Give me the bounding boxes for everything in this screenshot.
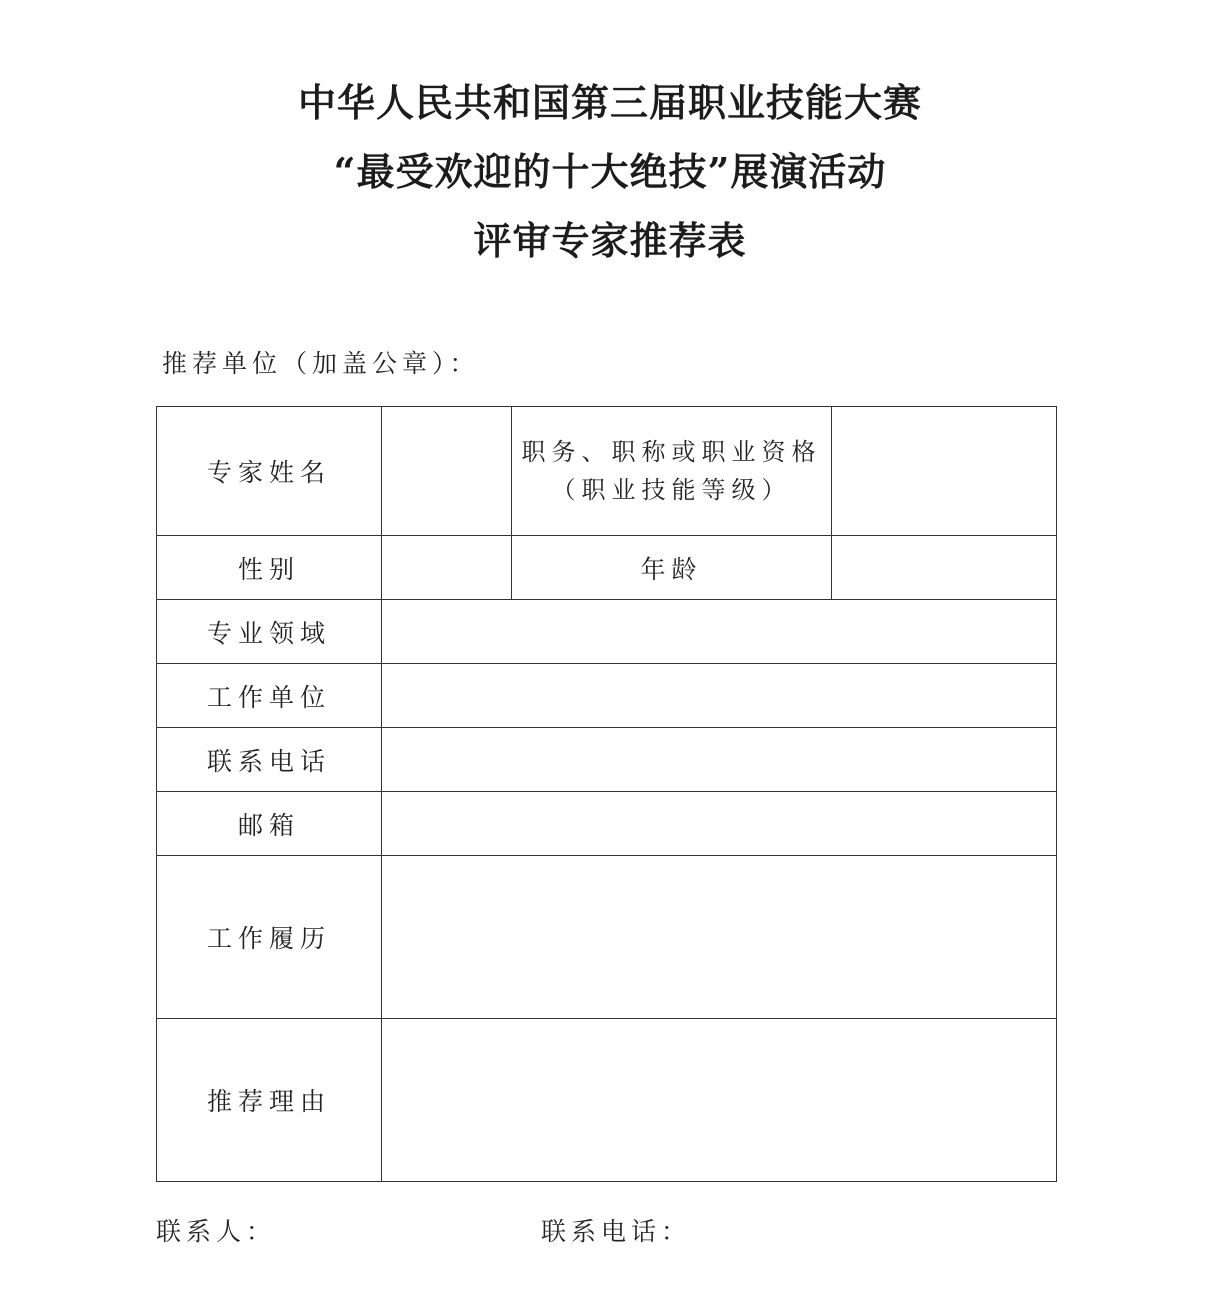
work-unit-input[interactable] bbox=[382, 664, 1057, 728]
contact-phone-label: 联系电话： bbox=[541, 1217, 692, 1246]
recommendation-reason-label: 推荐理由 bbox=[157, 1019, 382, 1182]
work-history-label: 工作履历 bbox=[157, 856, 382, 1019]
table-row bbox=[157, 536, 1057, 600]
recommendation-reason-input[interactable] bbox=[382, 1019, 1057, 1182]
work-history-input[interactable] bbox=[382, 856, 1057, 1019]
form-title-line-2: “最受欢迎的十大绝技”展演活动 bbox=[333, 149, 887, 194]
age-label: 年龄 bbox=[512, 536, 832, 600]
contact-person-label: 联系人： bbox=[156, 1217, 277, 1246]
position-title-label: 职务、职称或职业资格（职业技能等级） bbox=[512, 407, 832, 536]
expert-name-field[interactable] bbox=[382, 407, 512, 536]
expert-recommendation-table bbox=[156, 406, 1057, 1182]
form-title-line-1: 中华人民共和国第三届职业技能大赛 bbox=[297, 80, 922, 125]
table-row bbox=[157, 1019, 1057, 1182]
position-title-field[interactable] bbox=[832, 407, 1057, 536]
form-title-line-3: 评审专家推荐表 bbox=[473, 218, 747, 263]
recommending-unit-label: 推荐单位（加盖公章）： bbox=[162, 349, 480, 378]
table-row bbox=[157, 600, 1057, 664]
table-row bbox=[157, 407, 1057, 536]
gender-label: 性别 bbox=[157, 536, 382, 600]
work-unit-label: 工作单位 bbox=[157, 664, 382, 728]
table-row bbox=[157, 792, 1057, 856]
age-field[interactable] bbox=[832, 536, 1057, 600]
phone-input[interactable] bbox=[382, 728, 1057, 792]
table-row bbox=[157, 664, 1057, 728]
gender-field[interactable] bbox=[382, 536, 512, 600]
expert-name-label: 专家姓名 bbox=[157, 407, 382, 536]
professional-field-input[interactable] bbox=[382, 600, 1057, 664]
professional-field-label: 专业领域 bbox=[157, 600, 382, 664]
email-label: 邮箱 bbox=[157, 792, 382, 856]
table-row bbox=[157, 856, 1057, 1019]
table-row bbox=[157, 728, 1057, 792]
email-input[interactable] bbox=[382, 792, 1057, 856]
phone-label: 联系电话 bbox=[157, 728, 382, 792]
